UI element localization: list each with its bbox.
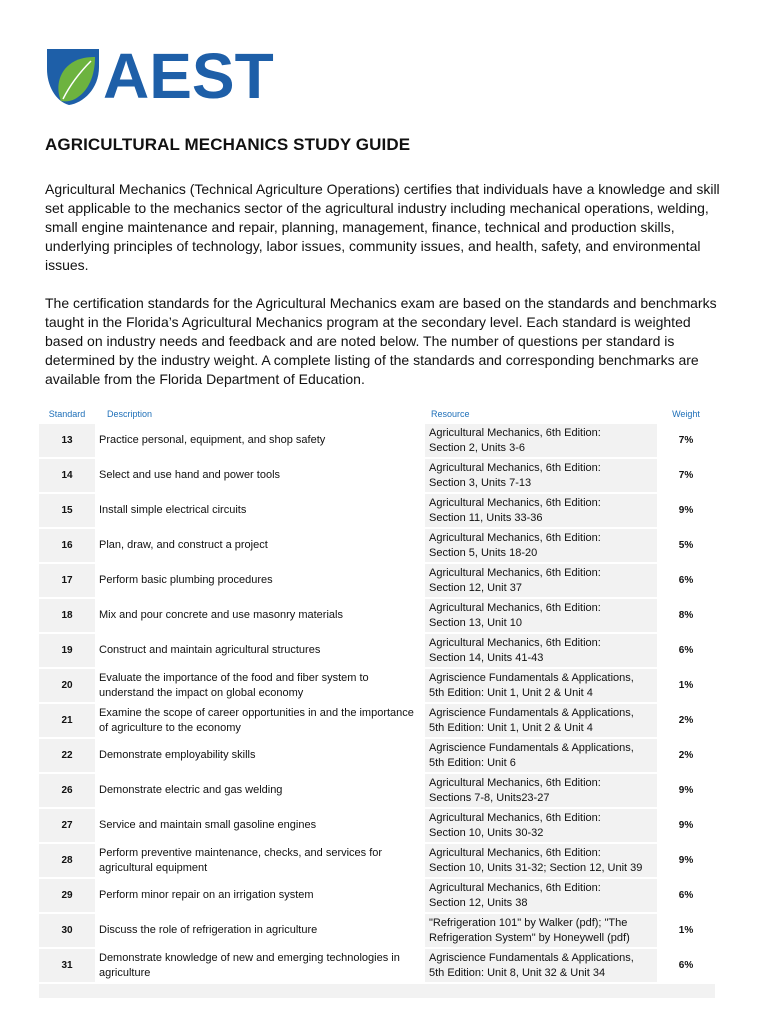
standard-number: 31: [39, 948, 95, 982]
standard-resource: [425, 423, 657, 458]
standard-weight: 9%: [657, 843, 715, 878]
table-row: [39, 668, 715, 703]
standard-description: Mix and pour concrete and use masonry materials: [95, 598, 425, 633]
resource-line-1: Agricultural Mechanics, 6th Edition:: [429, 461, 601, 474]
logo-wordmark: AEST: [103, 40, 274, 112]
standard-number: 27: [39, 808, 95, 843]
table-row: [39, 563, 715, 598]
resource-line-2: 5th Edition: Unit 1, Unit 2 & Unit 4: [429, 721, 593, 734]
standard-resource: [425, 738, 657, 773]
standard-number: 13: [39, 423, 95, 458]
standard-number: 30: [39, 913, 95, 948]
standard-description: Select and use hand and power tools: [95, 458, 425, 493]
standard-description: Examine the scope of career opportunities in and the importance of agriculture to the economy: [95, 703, 425, 738]
standard-weight: 1%: [657, 913, 715, 948]
resource-line-1: Agricultural Mechanics, 6th Edition:: [429, 776, 601, 789]
resource-line-1: "Refrigeration 101" by Walker (pdf); "The: [429, 916, 628, 929]
resource-line-1: Agricultural Mechanics, 6th Edition:: [429, 566, 601, 579]
table-row: [39, 773, 715, 808]
table-row: [39, 598, 715, 633]
resource-line-1: Agriscience Fundamentals & Applications,: [429, 951, 634, 964]
standard-description: Perform basic plumbing procedures: [95, 563, 425, 598]
standard-weight: 9%: [657, 773, 715, 808]
resource-line-2: Section 11, Units 33-36: [429, 511, 543, 524]
resource-line-2: Section 10, Units 30-32: [429, 826, 544, 839]
resource-line-1: Agricultural Mechanics, 6th Edition:: [429, 531, 601, 544]
table-row: [39, 458, 715, 493]
standard-description: Service and maintain small gasoline engines: [95, 808, 425, 843]
standard-weight: 5%: [657, 528, 715, 563]
standard-number: 19: [39, 633, 95, 668]
resource-line-2: Refrigeration System" by Honeywell (pdf): [429, 931, 630, 944]
standard-weight: 7%: [657, 458, 715, 493]
standard-weight: 1%: [657, 668, 715, 703]
resource-line-2: Sections 7-8, Units23-27: [429, 791, 550, 804]
standard-number: 18: [39, 598, 95, 633]
header-resource: Resource: [431, 409, 470, 419]
standard-number: 26: [39, 773, 95, 808]
resource-line-1: Agriscience Fundamentals & Applications,: [429, 671, 634, 684]
standard-description: Perform preventive maintenance, checks, and services for agricultural equipment: [95, 843, 425, 878]
standard-weight: 6%: [657, 563, 715, 598]
table-row: [39, 633, 715, 668]
table-row: [39, 703, 715, 738]
standard-description: Evaluate the importance of the food and fiber system to understand the impact on global economy: [95, 668, 425, 703]
standard-description: Plan, draw, and construct a project: [95, 528, 425, 563]
standard-description: Construct and maintain agricultural structures: [95, 633, 425, 668]
standard-weight: 2%: [657, 738, 715, 773]
standard-resource: [425, 913, 657, 948]
resource-line-2: Section 5, Units 18-20: [429, 546, 538, 559]
standard-resource: [425, 878, 657, 913]
resource-line-2: Section 14, Units 41-43: [429, 651, 544, 664]
standard-number: 20: [39, 668, 95, 703]
table-row: [39, 808, 715, 843]
standard-number: 17: [39, 563, 95, 598]
resource-line-2: Section 12, Units 38: [429, 896, 528, 909]
table-row: [39, 528, 715, 563]
table-row: [39, 423, 715, 458]
intro-paragraph: Agricultural Mechanics (Technical Agriculture Operations) certifies that individuals have a knowledge and skill set applicable to the mechanics sector of the agricultural industry including mechanical operations, welding, small engine maintenance and repair, planning, management, finance, technical and production skills, underlying principles of technology, labor issues, community issues, and health, safety, and environmental issues.: [45, 181, 720, 273]
resource-line-1: Agricultural Mechanics, 6th Edition:: [429, 811, 601, 824]
standards-table: [39, 406, 715, 998]
standard-weight: 9%: [657, 493, 715, 528]
table-footer-strip: [39, 984, 715, 998]
standard-resource: [425, 528, 657, 563]
leaf-shield-icon: [45, 45, 101, 107]
resource-line-2: 5th Edition: Unit 6: [429, 756, 516, 769]
standard-resource: [425, 458, 657, 493]
resource-line-1: Agricultural Mechanics, 6th Edition:: [429, 496, 601, 509]
header-weight: Weight: [672, 409, 700, 419]
standard-description: Demonstrate employability skills: [95, 738, 425, 773]
standard-resource: [425, 598, 657, 633]
standard-resource: [425, 563, 657, 598]
standard-resource: [425, 633, 657, 668]
resource-line-1: Agricultural Mechanics, 6th Edition:: [429, 881, 601, 894]
standard-description: Discuss the role of refrigeration in agriculture: [95, 913, 425, 948]
resource-line-1: Agriscience Fundamentals & Applications,: [429, 706, 634, 719]
resource-line-1: Agricultural Mechanics, 6th Edition:: [429, 426, 601, 439]
standard-description: Install simple electrical circuits: [95, 493, 425, 528]
aest-logo: [45, 40, 274, 112]
table-row: [39, 493, 715, 528]
standard-weight: 6%: [657, 948, 715, 982]
standard-number: 14: [39, 458, 95, 493]
standard-resource: [425, 808, 657, 843]
resource-line-2: 5th Edition: Unit 1, Unit 2 & Unit 4: [429, 686, 593, 699]
resource-line-2: Section 2, Units 3-6: [429, 441, 525, 454]
standard-number: 29: [39, 878, 95, 913]
standard-number: 22: [39, 738, 95, 773]
header-description: Description: [107, 409, 153, 419]
resource-line-2: Section 10, Units 31-32; Section 12, Unit 39: [429, 861, 643, 874]
standard-resource: [425, 948, 657, 982]
resource-line-2: 5th Edition: Unit 8, Unit 32 & Unit 34: [429, 966, 606, 979]
standard-weight: 6%: [657, 878, 715, 913]
standard-description: Practice personal, equipment, and shop safety: [95, 423, 425, 458]
standard-number: 28: [39, 843, 95, 878]
table-row: [39, 948, 715, 982]
table-row: [39, 878, 715, 913]
standard-weight: 7%: [657, 423, 715, 458]
resource-line-2: Section 13, Unit 10: [429, 616, 522, 629]
standard-resource: [425, 493, 657, 528]
standard-weight: 6%: [657, 633, 715, 668]
table-row: [39, 843, 715, 878]
resource-line-1: Agriscience Fundamentals & Applications,: [429, 741, 634, 754]
standard-weight: 9%: [657, 808, 715, 843]
resource-line-1: Agricultural Mechanics, 6th Edition:: [429, 636, 601, 649]
standard-description: Perform minor repair on an irrigation system: [95, 878, 425, 913]
standard-description: Demonstrate knowledge of new and emerging technologies in agriculture: [95, 948, 425, 982]
table-row: [39, 738, 715, 773]
table-row: [39, 913, 715, 948]
page-title: AGRICULTURAL MECHANICS STUDY GUIDE: [45, 135, 411, 154]
standard-resource: [425, 668, 657, 703]
standard-weight: 8%: [657, 598, 715, 633]
standard-weight: 2%: [657, 703, 715, 738]
standard-resource: [425, 773, 657, 808]
standards-paragraph: The certification standards for the Agricultural Mechanics exam are based on the standards and benchmarks taught in the Florida’s Agricultural Mechanics program at the secondary level. Each standard is weighted based on industry needs and feedback and are noted below. The number of questions per standard is determined by the industry weight. A complete listing of the standards and corresponding benchmarks are available from the Florida Department of Education.: [45, 295, 717, 387]
standard-number: 15: [39, 493, 95, 528]
resource-line-2: Section 12, Unit 37: [429, 581, 522, 594]
standard-description: Demonstrate electric and gas welding: [95, 773, 425, 808]
standard-number: 16: [39, 528, 95, 563]
table-header-row: [39, 406, 715, 423]
standard-resource: [425, 703, 657, 738]
resource-line-1: Agricultural Mechanics, 6th Edition:: [429, 601, 601, 614]
resource-line-1: Agricultural Mechanics, 6th Edition:: [429, 846, 601, 859]
standard-number: 21: [39, 703, 95, 738]
standard-resource: [425, 843, 657, 878]
resource-line-2: Section 3, Units 7-13: [429, 476, 532, 489]
header-standard: Standard: [48, 409, 86, 419]
